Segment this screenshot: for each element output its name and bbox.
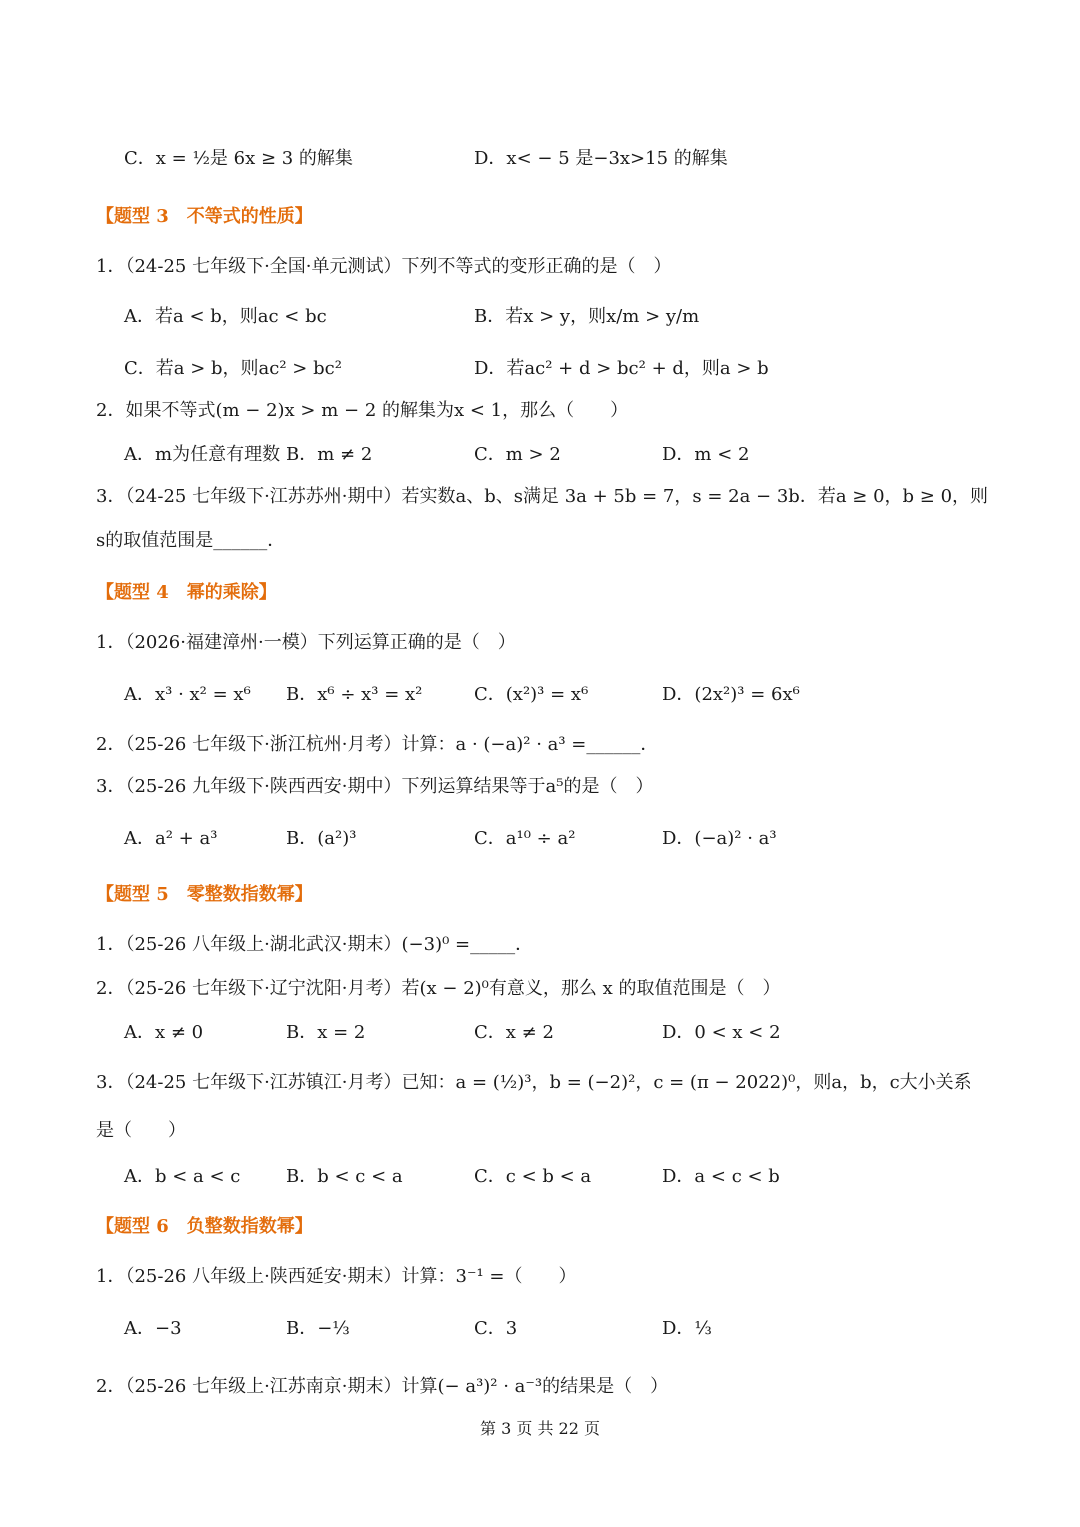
- option-a: A．b < a < c: [124, 1166, 241, 1187]
- option-d: D．(−a)² · a³: [662, 828, 777, 849]
- option-a: A．m为任意有理数: [124, 444, 281, 465]
- option-a: A．x³ · x² = x⁶: [124, 684, 251, 705]
- question-text: 1．（24-25 七年级下·全国·单元测试）下列不等式的变形正确的是（ ）: [96, 256, 672, 277]
- option-d: D．若ac² + d > bc² + d，则a > b: [474, 358, 769, 379]
- option-b: B．若x > y，则x/m > y/m: [474, 306, 700, 327]
- option-d: D．a < c < b: [662, 1166, 780, 1187]
- option-a: A．−3: [124, 1318, 182, 1339]
- section-heading-4: 【题型 4 幂的乘除】: [96, 582, 277, 603]
- question-text: 1．（2026·福建漳州·一模）下列运算正确的是（ ）: [96, 632, 516, 653]
- option-a: A．a² + a³: [124, 828, 218, 849]
- option-b: B．−⅓: [286, 1318, 350, 1339]
- option-d: D．⅓: [662, 1318, 712, 1339]
- option-c: C．(x²)³ = x⁶: [474, 684, 589, 705]
- section-heading-6: 【题型 6 负整数指数幂】: [96, 1216, 313, 1237]
- option-c: C．x = ½是 6x ≥ 3 的解集: [124, 148, 353, 169]
- question-text: 2．（25-26 七年级上·江苏南京·期末）计算(− a³)² · a⁻³的结果是（ ）: [96, 1376, 669, 1397]
- option-b: B．x = 2: [286, 1022, 366, 1043]
- question-text: 3．（25-26 九年级下·陕西西安·期中）下列运算结果等于a⁵的是（ ）: [96, 776, 654, 797]
- question-text-continued: 是（ ）: [96, 1120, 186, 1141]
- section-heading-3: 【题型 3 不等式的性质】: [96, 206, 313, 227]
- option-c: C．m > 2: [474, 444, 561, 465]
- option-c: C．3: [474, 1318, 518, 1339]
- option-d: D．0 < x < 2: [662, 1022, 781, 1043]
- question-text: 1．（25-26 八年级上·湖北武汉·期末）(−3)⁰ =_____．: [96, 934, 534, 955]
- option-c: C．x ≠ 2: [474, 1022, 554, 1043]
- question-text: 3．（24-25 七年级下·江苏镇江·月考）已知：a = (½)³，b = (−2)²，c = (π − 2022)⁰，则a，b，c大小关系: [96, 1072, 972, 1093]
- option-d: D．m < 2: [662, 444, 750, 465]
- question-text: 2．如果不等式(m − 2)x > m − 2 的解集为x < 1，那么（ ）: [96, 400, 629, 421]
- question-text: 3．（24-25 七年级下·江苏苏州·期中）若实数a、b、s满足 3a + 5b = 7，s = 2a − 3b．若a ≥ 0，b ≥ 0，则: [96, 486, 989, 507]
- option-d: D．x< − 5 是−3x>15 的解集: [474, 148, 728, 169]
- question-text: 1．（25-26 八年级上·陕西延安·期末）计算：3⁻¹ =（ ）: [96, 1266, 577, 1287]
- option-b: B．(a²)³: [286, 828, 357, 849]
- option-c: C．若a > b，则ac² > bc²: [124, 358, 342, 379]
- option-b: B．x⁶ ÷ x³ = x²: [286, 684, 423, 705]
- option-a: A．若a < b，则ac < bc: [124, 306, 327, 327]
- option-b: B．m ≠ 2: [286, 444, 373, 465]
- page-footer: 第 3 页 共 22 页: [480, 1419, 600, 1438]
- option-a: A．x ≠ 0: [124, 1022, 204, 1043]
- option-c: C．c < b < a: [474, 1166, 592, 1187]
- question-text-continued: s的取值范围是______．: [96, 530, 286, 551]
- option-c: C．a¹⁰ ÷ a²: [474, 828, 576, 849]
- option-d: D．(2x²)³ = 6x⁶: [662, 684, 800, 705]
- section-heading-5: 【题型 5 零整数指数幂】: [96, 884, 313, 905]
- option-b: B．b < c < a: [286, 1166, 403, 1187]
- question-text: 2．（25-26 七年级下·辽宁沈阳·月考）若(x − 2)⁰有意义，那么 x 的取值范围是（ ）: [96, 978, 781, 999]
- question-text: 2．（25-26 七年级下·浙江杭州·月考）计算：a · (−a)² · a³ =______．: [96, 734, 659, 755]
